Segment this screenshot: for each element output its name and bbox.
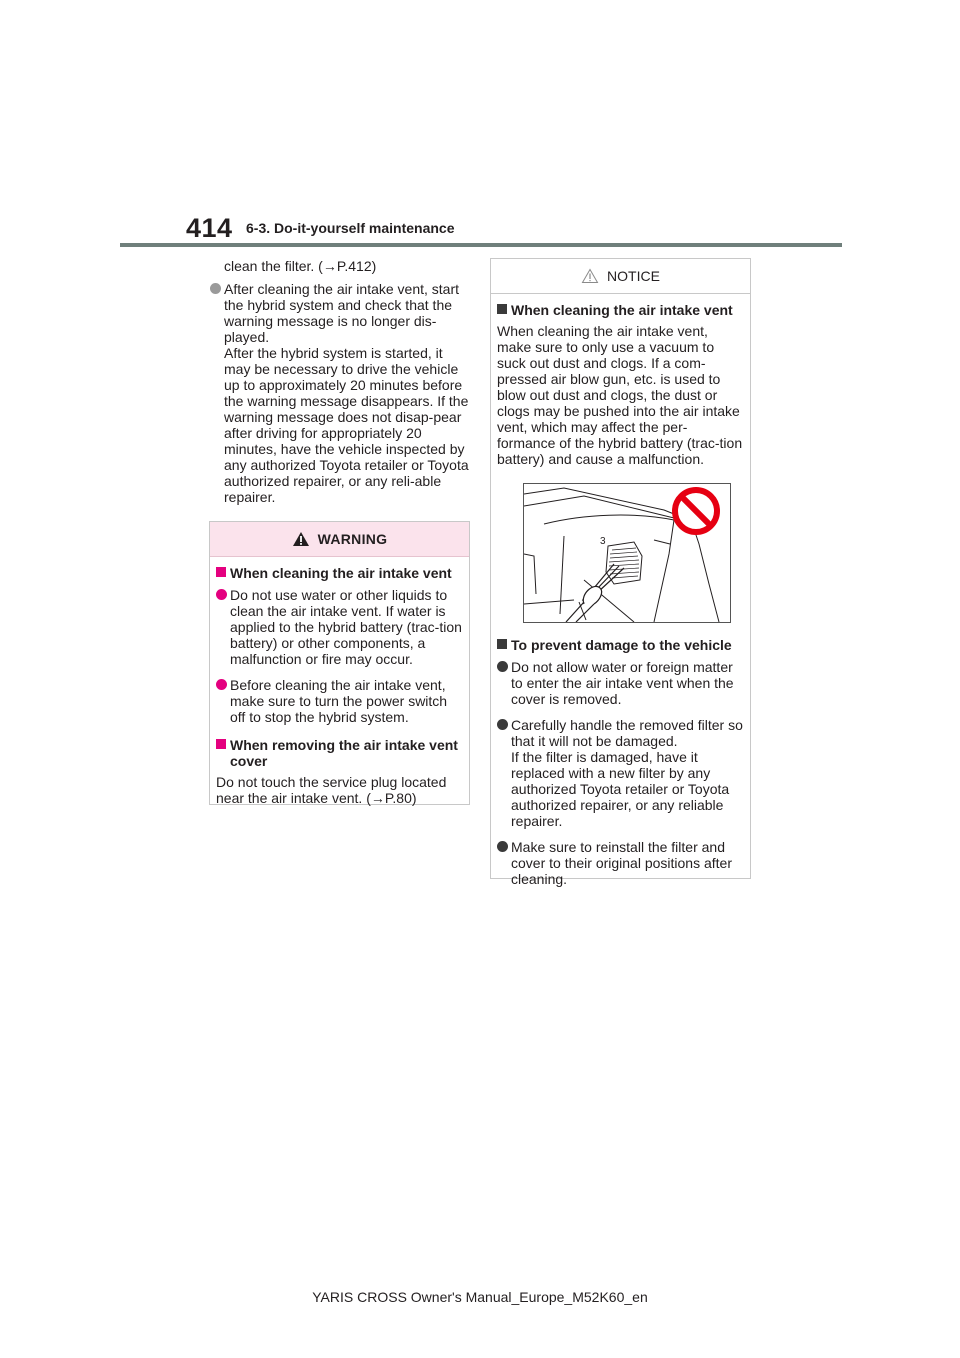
illustration-callout: 3 — [600, 536, 606, 547]
warning-triangle-icon — [292, 531, 310, 547]
left-column — [210, 258, 470, 505]
header-rule — [120, 243, 842, 247]
notice-bullet-2 — [497, 717, 745, 829]
warning-header — [210, 522, 469, 557]
notice-bullet-1 — [497, 659, 745, 707]
footer: YARIS CROSS Owner's Manual_Europe_M52K60_en — [312, 1289, 648, 1305]
section-title: 6-3. Do-it-yourself maintenance — [246, 220, 455, 236]
bullet-text: After cleaning the air intake vent, start the hybrid system and check that the warning message is no longer dis-played. After the hybrid system is started, it may be necessary to drive the vehicle up to approximately 20 minutes before the warning message disappears. If the warning message does not disap-pear after driving for appropriately 20 minutes, have the vehicle inspected by any authorized Toyota retailer or Toyota authorized repairer, or any reli-able repairer. — [224, 281, 469, 505]
warning-heading-1-text: When cleaning the air intake vent — [230, 565, 452, 581]
notice-bullet-2-text: Carefully handle the removed filter so that it will not be damaged. If the filter is damaged, have it replaced with a new filter by any authorized Toyota retailer or Toyota authorized repairer, or any reliable repairer. — [511, 717, 743, 829]
warning-heading-2-text: When removing the air intake vent cover — [230, 737, 458, 769]
air-intake-vent-illustration — [523, 483, 731, 623]
warning-heading-1 — [216, 565, 464, 581]
illustration-drawing — [524, 484, 730, 622]
notice-bullet-3-text: Make sure to reinstall the filter and cover to their original positions after cleaning. — [511, 839, 732, 887]
page-number: 414 — [186, 213, 233, 243]
warning-heading-2 — [216, 737, 464, 769]
square-bullet-icon — [216, 567, 226, 577]
notice-heading-1 — [497, 302, 745, 318]
notice-heading-1-text: When cleaning the air intake vent — [511, 302, 733, 318]
caution-triangle-icon — [581, 268, 599, 284]
notice-bullet-3 — [497, 839, 745, 887]
warning-bullet-2-text: Before cleaning the air intake vent, make sure to turn the power switch off to stop the hybrid system. — [230, 677, 448, 725]
warning-body — [210, 557, 469, 806]
square-bullet-icon — [497, 304, 507, 314]
bullet-item — [210, 281, 470, 505]
square-bullet-icon — [216, 739, 226, 749]
notice-label: NOTICE — [607, 268, 660, 284]
warning-box — [209, 521, 470, 805]
bullet-dot-icon — [210, 283, 221, 294]
warning-bullet-1 — [216, 587, 464, 667]
continued-text: clean the filter. (→P.412) — [224, 258, 377, 274]
warning-label: WARNING — [317, 531, 388, 547]
bullet-dot-icon — [216, 679, 227, 690]
notice-bullet-1-text: Do not allow water or foreign matter to enter the air intake vent when the cover is removed. — [511, 659, 734, 707]
prohibition-icon — [675, 490, 717, 532]
notice-heading-2 — [497, 637, 745, 653]
bullet-dot-icon — [216, 589, 227, 600]
bullet-dot-icon — [497, 661, 508, 672]
notice-header — [491, 259, 750, 294]
notice-body — [491, 294, 750, 887]
notice-heading-2-text: To prevent damage to the vehicle — [511, 637, 732, 653]
square-bullet-icon — [497, 639, 507, 649]
bullet-dot-icon — [497, 719, 508, 730]
warning-bullet-2 — [216, 677, 464, 725]
bullet-dot-icon — [497, 841, 508, 852]
notice-paragraph: When cleaning the air intake vent, make sure to only use a vacuum to suck out dust and clogs. If a com-pressed air blow gun, etc. is used to blow out dust and clogs, the dust or clogs may be pushed into the air intake vent, which may affect the per-formance of the hybrid battery (trac-tion battery) and cause a malfunction. — [497, 323, 743, 467]
warning-paragraph: Do not touch the service plug located near the air intake vent. (→P.80) — [216, 774, 447, 806]
warning-bullet-1-text: Do not use water or other liquids to clean the air intake vent. If water is applied to the hybrid battery (trac-tion battery) or other components, a malfunction or fire may occur. — [230, 587, 462, 667]
notice-box — [490, 258, 751, 887]
